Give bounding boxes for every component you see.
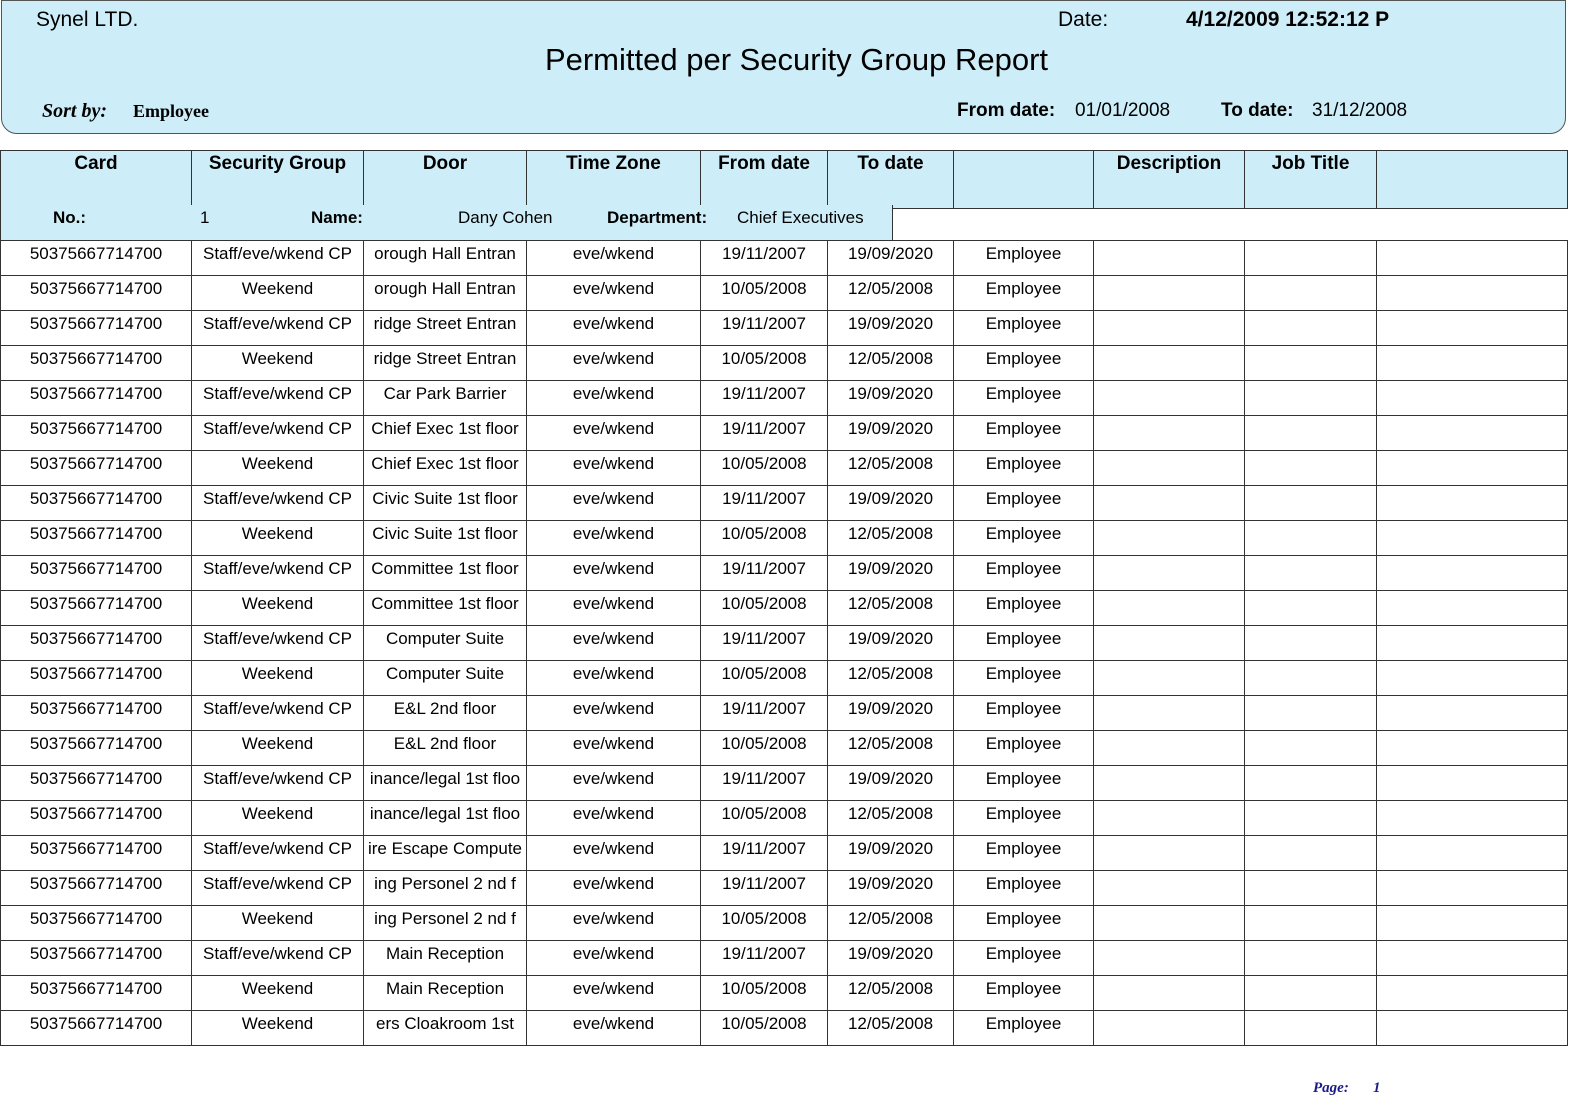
table-cell: 12/05/2008 [828,521,954,556]
table-cell: Civic Suite 1st floor [364,521,527,556]
table-cell: 19/09/2020 [828,416,954,451]
table-cell [1245,521,1377,556]
table-cell: eve/wkend [527,766,701,801]
table-cell [1094,1011,1245,1046]
table-cell: eve/wkend [527,836,701,871]
table-cell: Staff/eve/wkend CP [192,941,364,976]
table-cell: 19/09/2020 [828,311,954,346]
table-cell: eve/wkend [527,731,701,766]
table-cell: eve/wkend [527,451,701,486]
table-row [1,696,1568,731]
table-cell: Weekend [192,451,364,486]
group-department-label: Department: [607,208,708,227]
table-cell: Weekend [192,521,364,556]
table-cell: 50375667714700 [1,346,192,381]
table-cell: 12/05/2008 [828,976,954,1011]
table-cell [1245,276,1377,311]
table-row [1,1011,1568,1046]
table-cell: 19/09/2020 [828,696,954,731]
table-cell [1245,731,1377,766]
table-cell [1094,381,1245,416]
table-cell [1377,661,1568,696]
column-header [954,151,1094,209]
table-cell: 12/05/2008 [828,661,954,696]
table-cell [1094,521,1245,556]
table-row [1,941,1568,976]
table-cell [1377,276,1568,311]
table-row [1,381,1568,416]
table-cell [1094,276,1245,311]
group-department-value: Chief Executives [737,208,864,227]
table-row [1,766,1568,801]
table-cell: 50375667714700 [1,241,192,276]
table-cell: Employee [954,661,1094,696]
table-cell [1245,556,1377,591]
column-header: From date [701,151,828,209]
table-cell: eve/wkend [527,906,701,941]
table-cell: eve/wkend [527,486,701,521]
table-cell: 19/11/2007 [701,486,828,521]
table-cell: Staff/eve/wkend CP [192,696,364,731]
group-name-label: Name: [311,208,363,227]
table-cell [1094,241,1245,276]
table-cell: Employee [954,416,1094,451]
table-cell: 19/11/2007 [701,381,828,416]
company-name: Synel LTD. [36,8,139,31]
table-cell: inance/legal 1st floo [364,766,527,801]
table-cell: Employee [954,836,1094,871]
table-cell [1094,486,1245,521]
report-table [0,240,1568,1046]
table-cell [1245,766,1377,801]
table-cell [1245,451,1377,486]
table-cell: 10/05/2008 [701,731,828,766]
table-cell: Employee [954,1011,1094,1046]
table-cell: 12/05/2008 [828,801,954,836]
column-header-table [0,150,1568,209]
table-row [1,661,1568,696]
table-cell [1094,311,1245,346]
table-cell [1377,731,1568,766]
column-header [1377,151,1568,209]
table-cell: ridge Street Entran [364,346,527,381]
table-cell [1245,591,1377,626]
table-cell [1377,556,1568,591]
table-cell: Employee [954,906,1094,941]
table-cell [1245,801,1377,836]
table-cell: Staff/eve/wkend CP [192,486,364,521]
table-cell: 12/05/2008 [828,906,954,941]
table-cell: eve/wkend [527,276,701,311]
table-cell [1094,591,1245,626]
table-cell: Weekend [192,1011,364,1046]
date-value: 4/12/2009 12:52:12 P [1186,8,1390,31]
table-cell: inance/legal 1st floo [364,801,527,836]
table-cell: 50375667714700 [1,696,192,731]
table-cell: Weekend [192,801,364,836]
table-row [1,276,1568,311]
table-cell: Weekend [192,976,364,1011]
table-row [1,801,1568,836]
column-header: Card [1,151,192,209]
table-cell: 19/09/2020 [828,556,954,591]
table-cell [1094,836,1245,871]
column-header: Description [1094,151,1245,209]
table-cell: 19/09/2020 [828,486,954,521]
table-cell: Staff/eve/wkend CP [192,871,364,906]
table-cell: E&L 2nd floor [364,696,527,731]
table-cell: Staff/eve/wkend CP [192,416,364,451]
table-cell: Employee [954,626,1094,661]
table-cell: eve/wkend [527,661,701,696]
table-cell: Employee [954,451,1094,486]
table-cell: orough Hall Entran [364,276,527,311]
table-cell: Weekend [192,906,364,941]
table-cell [1245,486,1377,521]
table-cell: 19/11/2007 [701,696,828,731]
table-cell: Weekend [192,276,364,311]
table-cell: Employee [954,696,1094,731]
employee-group-bar [0,205,893,241]
table-cell: 19/09/2020 [828,766,954,801]
table-cell: Staff/eve/wkend CP [192,311,364,346]
table-cell [1094,661,1245,696]
table-cell: eve/wkend [527,626,701,661]
table-cell: 19/09/2020 [828,381,954,416]
table-cell: eve/wkend [527,871,701,906]
table-cell [1245,241,1377,276]
table-cell: 19/09/2020 [828,836,954,871]
table-cell: 50375667714700 [1,976,192,1011]
table-cell [1377,311,1568,346]
table-cell: Committee 1st floor [364,591,527,626]
table-cell [1094,941,1245,976]
table-cell: 10/05/2008 [701,591,828,626]
table-cell [1377,626,1568,661]
column-header: To date [828,151,954,209]
table-cell: eve/wkend [527,416,701,451]
table-cell: Employee [954,801,1094,836]
group-no-label: No.: [53,208,87,227]
table-cell: Employee [954,346,1094,381]
table-cell: 10/05/2008 [701,451,828,486]
table-cell: ing Personel 2 nd f [364,871,527,906]
table-cell: Staff/eve/wkend CP [192,836,364,871]
table-cell: 19/11/2007 [701,311,828,346]
table-cell: 10/05/2008 [701,661,828,696]
table-row [1,486,1568,521]
table-cell: 12/05/2008 [828,276,954,311]
table-cell: 19/11/2007 [701,241,828,276]
date-label: Date: [1058,8,1109,31]
table-cell [1245,626,1377,661]
table-cell: eve/wkend [527,801,701,836]
table-cell: 19/11/2007 [701,941,828,976]
table-cell: Computer Suite [364,626,527,661]
table-cell: Employee [954,276,1094,311]
table-cell: 50375667714700 [1,486,192,521]
table-cell: 50375667714700 [1,661,192,696]
table-cell [1245,976,1377,1011]
table-cell: 19/11/2007 [701,416,828,451]
table-cell: 50375667714700 [1,381,192,416]
sort-by-label: Sort by: [42,100,107,122]
table-cell: Car Park Barrier [364,381,527,416]
table-cell: 19/09/2020 [828,871,954,906]
table-cell [1094,696,1245,731]
table-row [1,311,1568,346]
table-cell [1377,416,1568,451]
table-cell: 10/05/2008 [701,346,828,381]
table-cell: ers Cloakroom 1st [364,1011,527,1046]
table-row [1,346,1568,381]
table-cell: Main Reception [364,941,527,976]
table-row [1,521,1568,556]
table-cell [1377,906,1568,941]
table-cell: Employee [954,591,1094,626]
table-cell: 19/11/2007 [701,836,828,871]
table-cell: 50375667714700 [1,416,192,451]
group-name-value: Dany Cohen [458,208,553,227]
column-header: Security Group [192,151,364,209]
table-cell [1094,871,1245,906]
table-cell [1377,381,1568,416]
table-cell: Employee [954,871,1094,906]
table-cell: 19/11/2007 [701,871,828,906]
table-cell: 12/05/2008 [828,451,954,486]
table-cell [1094,451,1245,486]
table-cell: 19/09/2020 [828,626,954,661]
table-cell: 50375667714700 [1,451,192,486]
table-cell [1094,626,1245,661]
table-cell [1245,416,1377,451]
table-cell: 50375667714700 [1,731,192,766]
group-no-value: 1 [200,208,210,227]
table-cell: 50375667714700 [1,906,192,941]
table-cell: eve/wkend [527,976,701,1011]
table-cell [1094,766,1245,801]
table-cell: eve/wkend [527,591,701,626]
table-cell [1377,836,1568,871]
table-cell [1245,696,1377,731]
table-cell: Employee [954,311,1094,346]
table-cell: Employee [954,381,1094,416]
table-cell: 19/11/2007 [701,556,828,591]
table-cell: Employee [954,976,1094,1011]
table-cell [1094,976,1245,1011]
table-cell: 19/09/2020 [828,241,954,276]
table-cell [1245,906,1377,941]
table-cell: Chief Exec 1st floor [364,451,527,486]
page-number: 1 [1373,1080,1381,1096]
table-row [1,416,1568,451]
table-row [1,836,1568,871]
table-cell [1245,346,1377,381]
table-cell: Civic Suite 1st floor [364,486,527,521]
column-header-row [1,151,1568,209]
table-row [1,906,1568,941]
table-cell: Staff/eve/wkend CP [192,241,364,276]
table-cell: 50375667714700 [1,556,192,591]
report-title: Permitted per Security Group Report [544,42,1049,77]
table-cell: E&L 2nd floor [364,731,527,766]
column-header: Door [364,151,527,209]
table-row [1,976,1568,1011]
table-cell: 12/05/2008 [828,1011,954,1046]
table-cell: eve/wkend [527,241,701,276]
table-cell: eve/wkend [527,1011,701,1046]
table-cell [1245,661,1377,696]
from-date-value: 01/01/2008 [1075,100,1171,121]
table-cell [1245,381,1377,416]
table-cell: Employee [954,731,1094,766]
table-cell [1377,976,1568,1011]
table-cell: 19/11/2007 [701,766,828,801]
table-cell [1245,836,1377,871]
table-cell [1377,1011,1568,1046]
table-row [1,241,1568,276]
table-cell: 50375667714700 [1,626,192,661]
table-cell [1377,766,1568,801]
table-cell [1245,871,1377,906]
table-cell [1245,1011,1377,1046]
table-cell: Employee [954,486,1094,521]
table-cell: eve/wkend [527,521,701,556]
table-cell [1377,591,1568,626]
table-cell [1377,521,1568,556]
to-date-label: To date: [1221,100,1294,121]
table-cell: 10/05/2008 [701,1011,828,1046]
table-cell: 12/05/2008 [828,591,954,626]
table-cell: eve/wkend [527,346,701,381]
table-cell: 12/05/2008 [828,731,954,766]
table-row [1,556,1568,591]
table-cell [1377,241,1568,276]
table-cell: 12/05/2008 [828,346,954,381]
table-cell: 19/11/2007 [701,626,828,661]
table-row [1,626,1568,661]
table-cell [1245,941,1377,976]
table-cell: 10/05/2008 [701,276,828,311]
table-cell: 50375667714700 [1,766,192,801]
table-cell: 50375667714700 [1,871,192,906]
column-header: Job Title [1245,151,1377,209]
table-cell: ridge Street Entran [364,311,527,346]
table-row [1,731,1568,766]
table-cell: Weekend [192,731,364,766]
table-cell: ing Personel 2 nd f [364,906,527,941]
table-cell: 50375667714700 [1,521,192,556]
table-cell [1094,346,1245,381]
table-row [1,871,1568,906]
table-cell: Staff/eve/wkend CP [192,381,364,416]
table-cell: 19/09/2020 [828,941,954,976]
table-cell [1377,941,1568,976]
page-label: Page: [1313,1080,1349,1096]
table-cell: Employee [954,941,1094,976]
table-cell: 50375667714700 [1,276,192,311]
table-cell: eve/wkend [527,381,701,416]
table-cell: Chief Exec 1st floor [364,416,527,451]
table-cell [1094,906,1245,941]
table-cell: Staff/eve/wkend CP [192,626,364,661]
table-cell [1094,556,1245,591]
table-cell [1377,696,1568,731]
table-cell: Computer Suite [364,661,527,696]
table-cell: 50375667714700 [1,311,192,346]
table-cell: Staff/eve/wkend CP [192,556,364,591]
table-cell: eve/wkend [527,696,701,731]
table-cell: 10/05/2008 [701,906,828,941]
table-row [1,591,1568,626]
table-cell: Weekend [192,661,364,696]
table-cell: Main Reception [364,976,527,1011]
table-cell [1377,346,1568,381]
table-cell: eve/wkend [527,311,701,346]
table-cell: 50375667714700 [1,1011,192,1046]
table-cell: 50375667714700 [1,591,192,626]
table-cell [1377,451,1568,486]
table-cell [1245,311,1377,346]
table-cell [1377,871,1568,906]
table-cell: 50375667714700 [1,941,192,976]
table-cell: Committee 1st floor [364,556,527,591]
table-cell: 50375667714700 [1,801,192,836]
table-cell: Staff/eve/wkend CP [192,766,364,801]
table-cell: Employee [954,521,1094,556]
table-cell: orough Hall Entran [364,241,527,276]
table-cell: 50375667714700 [1,836,192,871]
table-cell: eve/wkend [527,941,701,976]
table-cell: Employee [954,556,1094,591]
sort-by-value: Employee [133,101,209,121]
table-cell: 10/05/2008 [701,976,828,1011]
table-cell: Employee [954,241,1094,276]
table-cell: eve/wkend [527,556,701,591]
table-cell: 10/05/2008 [701,801,828,836]
table-cell: 10/05/2008 [701,521,828,556]
column-header: Time Zone [527,151,701,209]
from-date-label: From date: [957,100,1056,121]
table-cell: Weekend [192,346,364,381]
table-cell: Employee [954,766,1094,801]
table-cell [1377,486,1568,521]
to-date-value: 31/12/2008 [1312,100,1408,121]
table-cell: Weekend [192,591,364,626]
table-cell [1377,801,1568,836]
table-cell [1094,731,1245,766]
table-cell [1094,801,1245,836]
table-cell [1094,416,1245,451]
table-cell: ire Escape Compute [364,836,527,871]
table-row [1,451,1568,486]
